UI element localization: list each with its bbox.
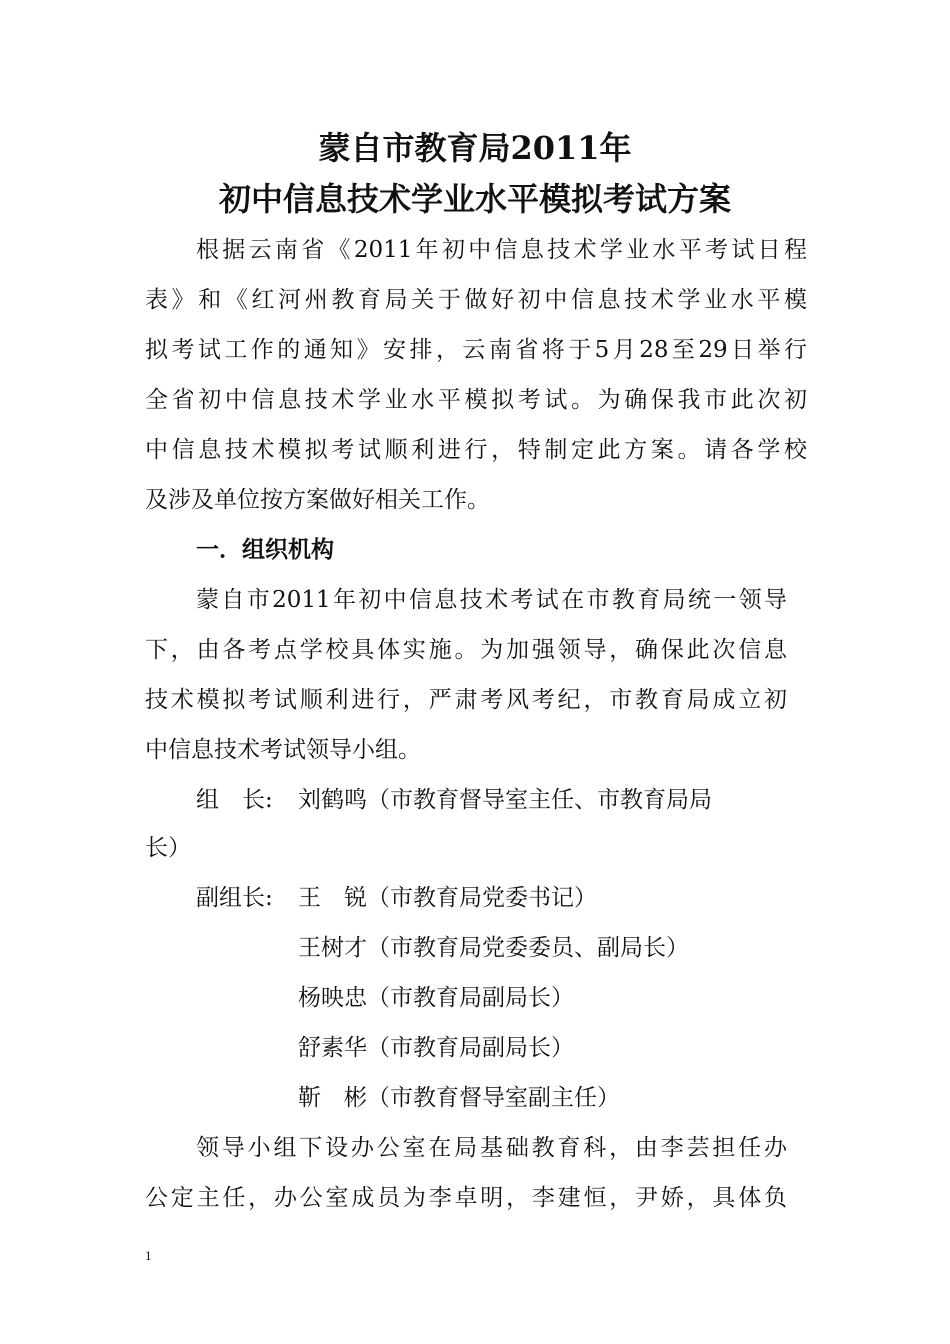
deputy-leader-entry: 舒素华（市教育局副局长） — [298, 1035, 574, 1061]
leader-name: 刘鹤鸣（市教育督导室主任、市教育局局 — [298, 787, 712, 813]
paragraph-1-line: 中信息技术模拟考试顺利进行，特制定此方案。请各学校 — [145, 437, 807, 463]
deputy-leader-entry: 王树才（市教育局党委委员、副局长） — [298, 935, 689, 961]
document-title-line-1: 蒙自市教育局2011年 — [318, 129, 632, 167]
paragraph-1-line: 根据云南省《2011年初中信息技术学业水平考试日程 — [196, 237, 807, 263]
page-number: 1 — [145, 1248, 152, 1263]
deputy-leader-entry: 靳 彬（市教育督导室副主任） — [298, 1085, 620, 1111]
deputy-leader-entry: 王 锐（市教育局党委书记） — [298, 885, 597, 911]
paragraph-3-line: 公定主任，办公室成员为李卓明，李建恒，尹娇，具体负 — [145, 1185, 787, 1211]
paragraph-2-line: 中信息技术考试领导小组。 — [145, 737, 421, 763]
paragraph-2-line: 技术模拟考试顺利进行，严肃考风考纪，市教育局成立初 — [145, 687, 787, 713]
paragraph-2-line: 下，由各考点学校具体实施。为加强领导，确保此次信息 — [145, 637, 787, 663]
paragraph-1-line: 表》和《红河州教育局关于做好初中信息技术学业水平模 — [145, 287, 807, 313]
leader-label: 组 长: — [196, 787, 273, 813]
paragraph-2-line: 蒙自市2011年初中信息技术考试在市教育局统一领导 — [196, 587, 787, 613]
section-heading: 一．组织机构 — [196, 537, 334, 563]
deputy-leader-entry: 杨映忠（市教育局副局长） — [298, 985, 574, 1011]
paragraph-1-line: 全省初中信息技术学业水平模拟考试。为确保我市此次初 — [145, 387, 807, 413]
document-title-line-2: 初中信息技术学业水平模拟考试方案 — [218, 180, 731, 218]
leader-name-continued: 长） — [145, 835, 191, 861]
paragraph-3-line: 领导小组下设办公室在局基础教育科，由李芸担任办 — [196, 1135, 787, 1161]
paragraph-1-line: 及涉及单位按方案做好相关工作。 — [145, 487, 490, 513]
deputy-leaders-label: 副组长: — [196, 885, 273, 911]
paragraph-1-line: 拟考试工作的通知》安排，云南省将于5月28至29日举行 — [145, 337, 807, 363]
